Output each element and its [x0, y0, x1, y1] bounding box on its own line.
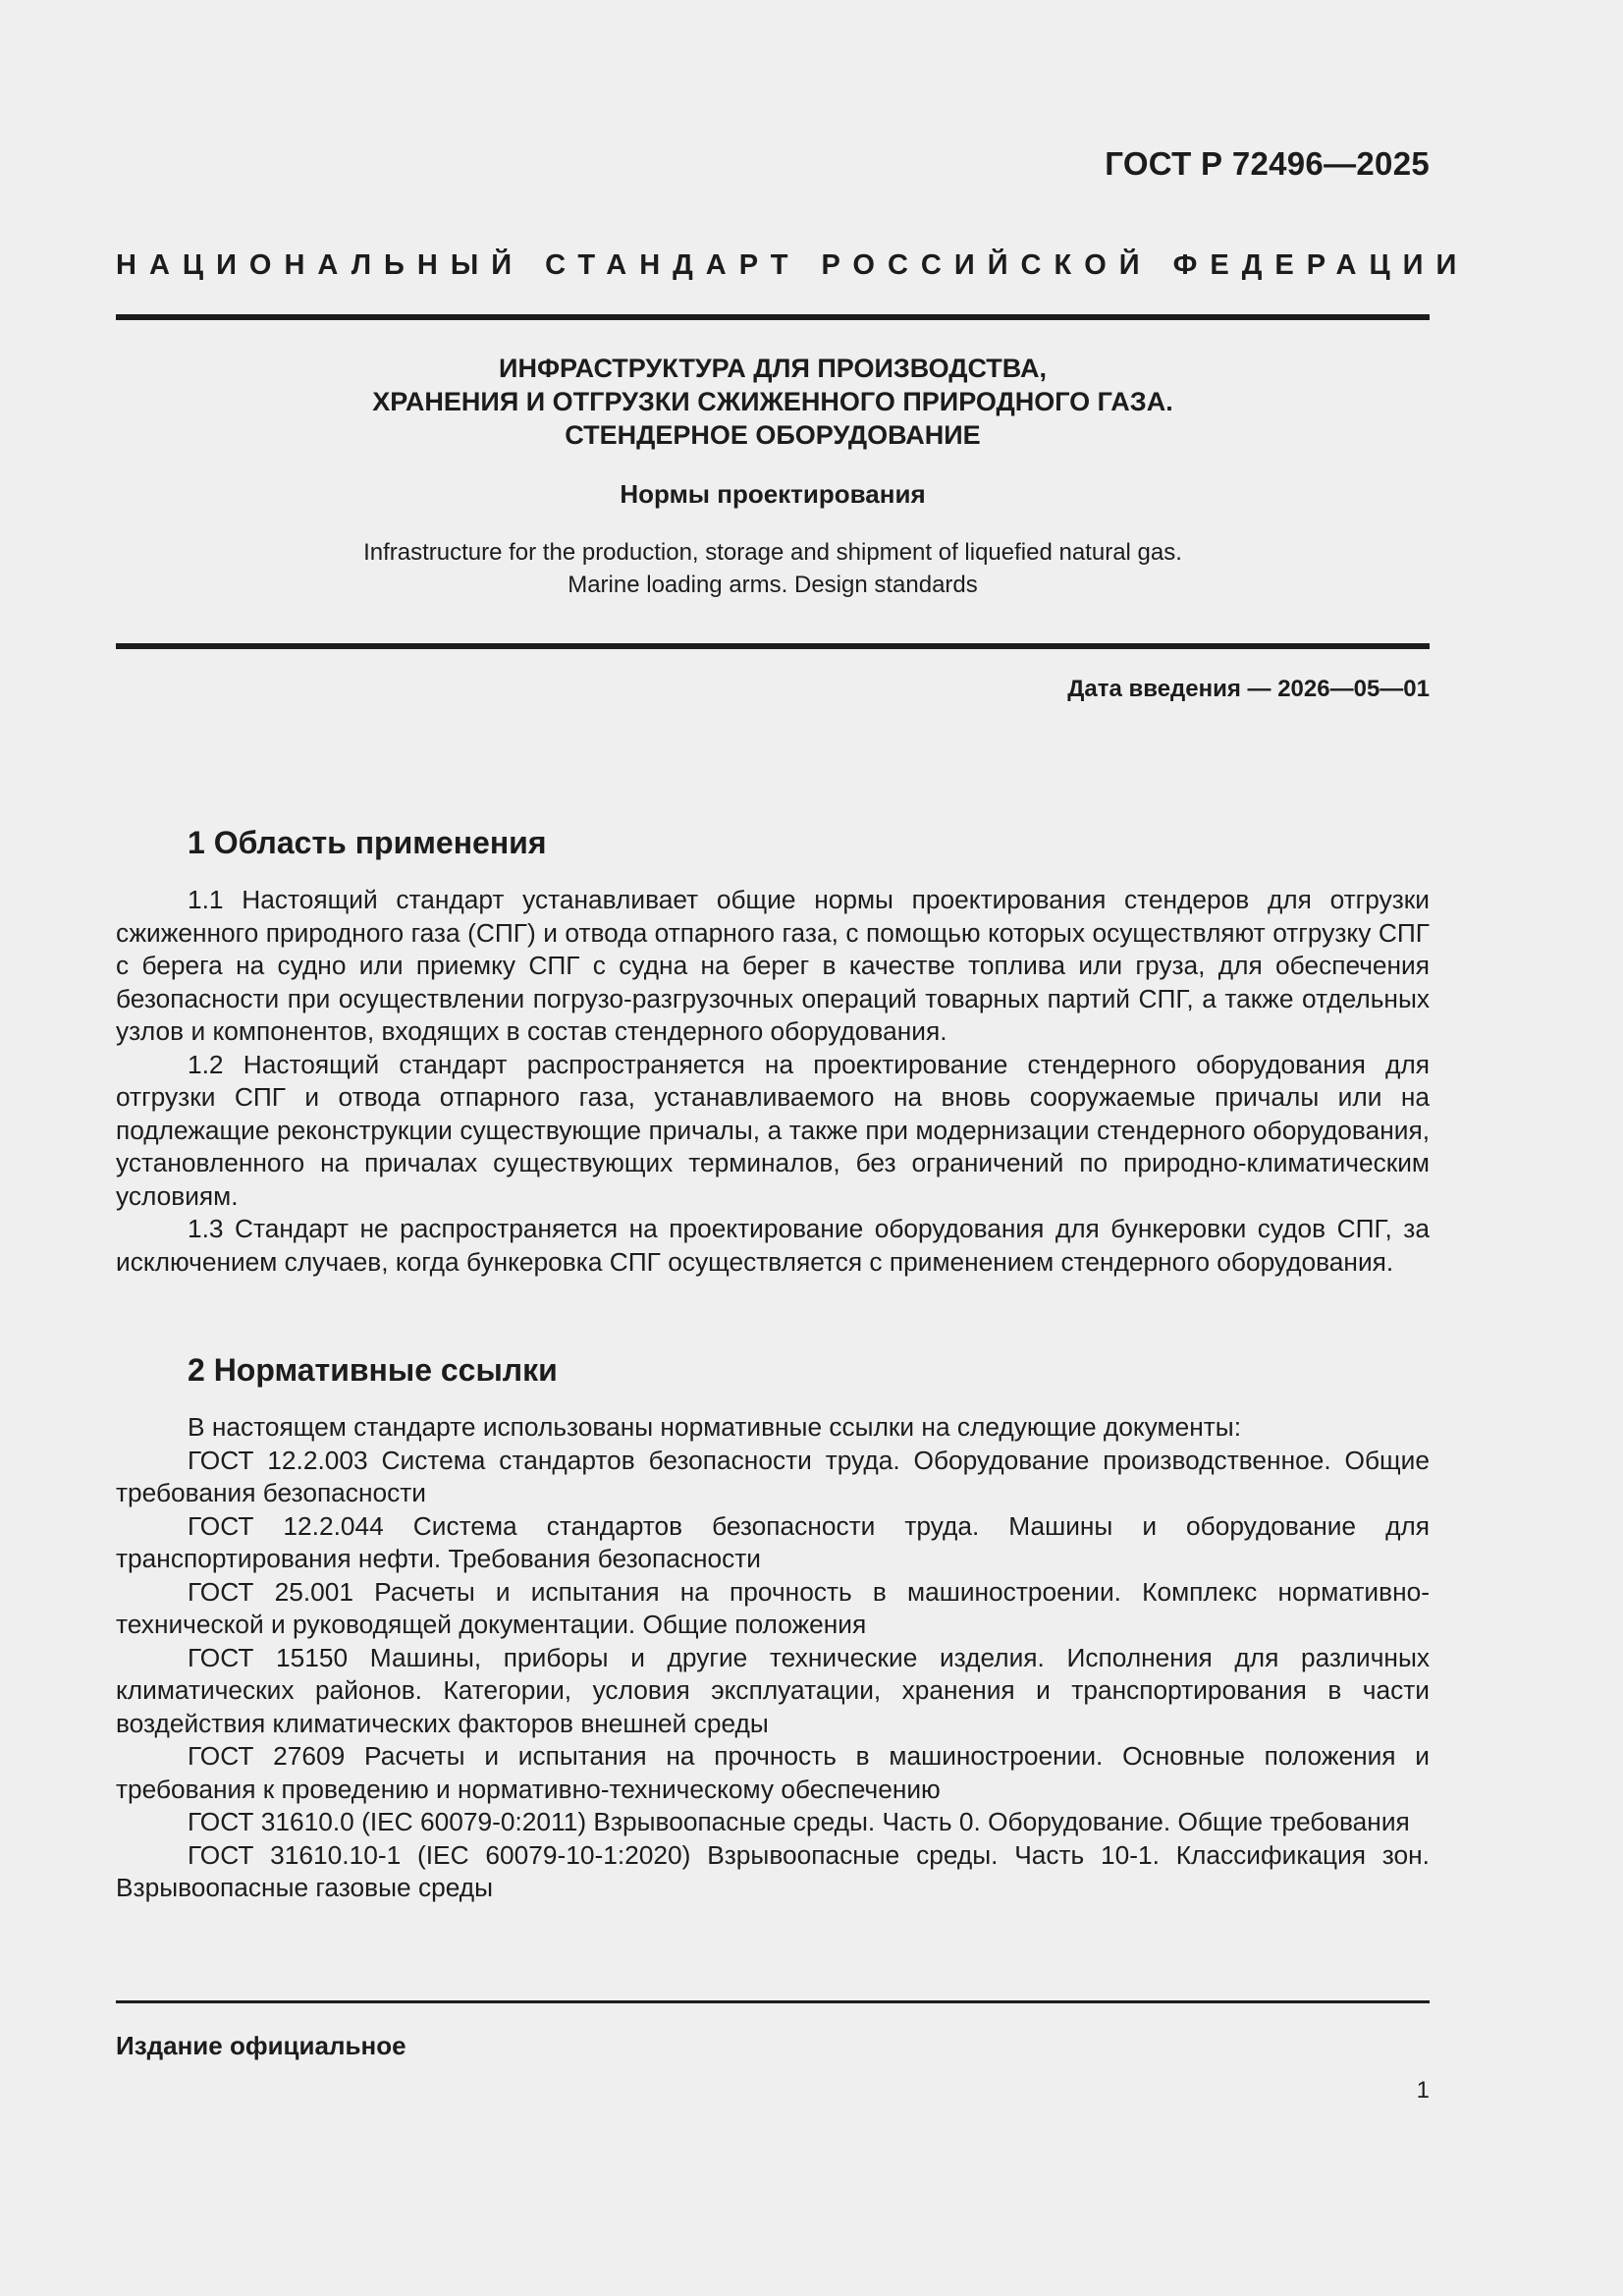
- paragraph: В настоящем стандарте использованы нормативные ссылки на следующие документы:: [188, 1412, 1241, 1442]
- section-heading-scope: 1 Область применения: [188, 825, 547, 860]
- paragraph: 1.3 Стандарт не распространяется на проектирование оборудования для бункеровки судов СПГ, за исключением случаев, когда бункеровка СПГ осуществляется с применением стендерного оборудования.: [116, 1214, 1430, 1277]
- reference-item: ГОСТ 12.2.044 Система стандартов безопасности труда. Машины и оборудование для транспортирования нефти. Требования безопасности: [116, 1510, 1430, 1573]
- english-title-line: Marine loading arms. Design standards: [568, 572, 978, 598]
- introduction-date: Дата введения — 2026—05—01: [1067, 676, 1430, 702]
- reference-item: ГОСТ 12.2.003 Система стандартов безопасности труда. Оборудование производственное. Общие требования безопасности: [116, 1445, 1430, 1507]
- paragraph: 1.1 Настоящий стандарт устанавливает общие нормы проектирования стендеров для отгрузки сжиженного природного газа (СПГ) и отвода отпарного газа, с помощью которых осуществляют отгрузку СПГ с берега на судно или приемку СПГ с судна на берег в качестве топлива или груза, для обеспечения безопасности при осуществлении погрузо-разгрузочных операций товарных партий СПГ, а также отдельных узлов и компонентов, входящих в состав стендерного оборудования.: [116, 885, 1430, 1046]
- page-number: 1: [1416, 2077, 1430, 2104]
- section-heading-references: 2 Нормативные ссылки: [188, 1352, 558, 1388]
- header-rule: [116, 314, 1430, 320]
- title-line: СТЕНДЕРНОЕ ОБОРУДОВАНИЕ: [565, 420, 981, 450]
- english-title-line: Infrastructure for the production, storage and shipment of liquefied natural gas.: [363, 539, 1182, 566]
- reference-item: ГОСТ 27609 Расчеты и испытания на прочность в машиностроении. Основные положения и требования к проведению и нормативно-техническому обеспечению: [116, 1741, 1430, 1804]
- english-title: [116, 536, 1430, 601]
- footer-rule: [116, 2000, 1430, 2003]
- section-references-body: [116, 1411, 1430, 1905]
- document-code: ГОСТ Р 72496—2025: [1105, 145, 1430, 182]
- national-standard-banner: НАЦИОНАЛЬНЫЙ СТАНДАРТ РОССИЙСКОЙ ФЕДЕРАЦИИ: [116, 249, 1470, 281]
- document-page: [116, 0, 1470, 2296]
- document-subtitle: Нормы проектирования: [620, 479, 926, 509]
- section-scope-body: [116, 884, 1430, 1279]
- title-line: ИНФРАСТРУКТУРА ДЛЯ ПРОИЗВОДСТВА,: [499, 354, 1047, 383]
- paragraph: 1.2 Настоящий стандарт распространяется на проектирование стендерного оборудования для отгрузки СПГ и отвода отпарного газа, устанавливаемого на вновь сооружаемые причалы или на подлежащие реконструкции существующие причалы, а также при модернизации стендерного оборудования, установленного на причалах существующих терминалов, без ограничений по природно-климатическим условиям.: [116, 1049, 1430, 1211]
- edition-label: Издание официальное: [116, 2031, 406, 2060]
- reference-item: ГОСТ 31610.10-1 (IEC 60079-10-1:2020) Взрывоопасные среды. Часть 10-1. Классификация зон. Взрывоопасные газовые среды: [116, 1839, 1430, 1902]
- reference-item: ГОСТ 31610.0 (IEC 60079-0:2011) Взрывоопасные среды. Часть 0. Оборудование. Общие требования: [188, 1807, 1410, 1836]
- title-line: ХРАНЕНИЯ И ОТГРУЗКИ СЖИЖЕННОГО ПРИРОДНОГО ГАЗА.: [372, 387, 1173, 416]
- reference-item: ГОСТ 25.001 Расчеты и испытания на прочность в машиностроении. Комплекс нормативно-технической и руководящей документации. Общие положения: [116, 1576, 1430, 1639]
- title-rule: [116, 643, 1430, 649]
- title-block: [116, 352, 1430, 601]
- reference-item: ГОСТ 15150 Машины, приборы и другие технические изделия. Исполнения для различных климатических районов. Категории, условия эксплуатации, хранения и транспортирования в части воздействия климатических факторов внешней среды: [116, 1642, 1430, 1738]
